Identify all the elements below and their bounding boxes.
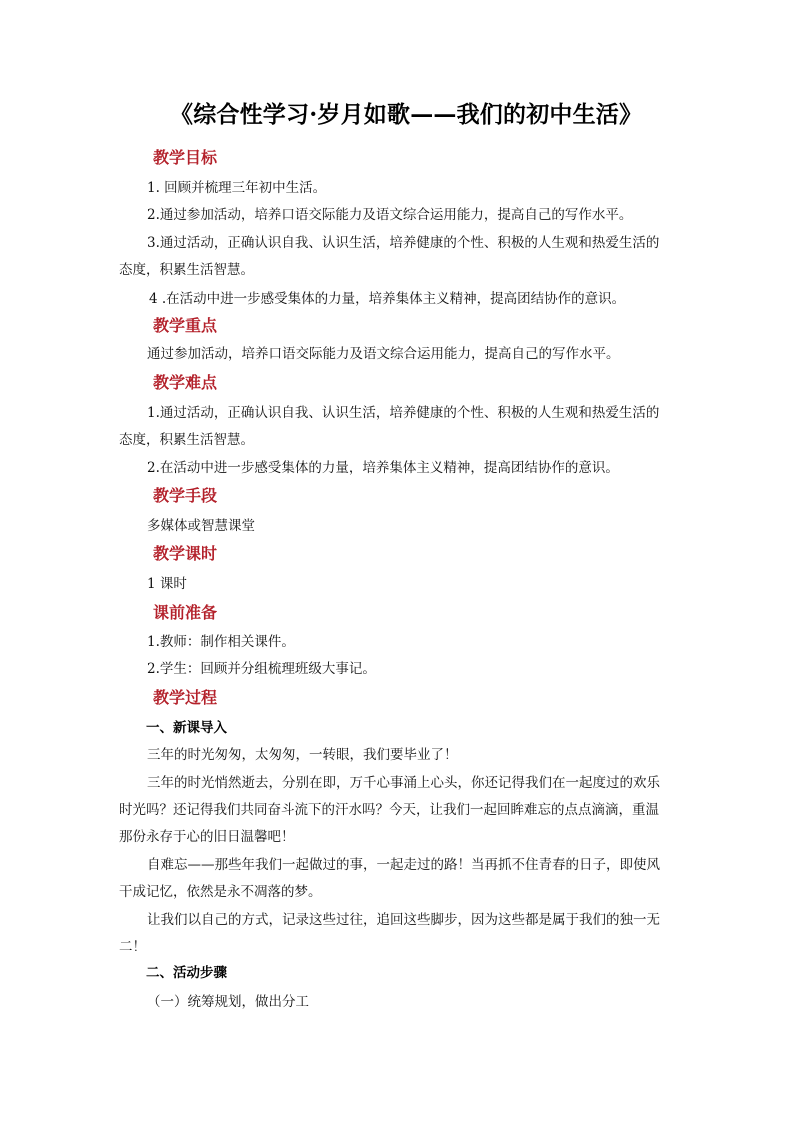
paragraph-line: 干成记忆，依然是永不凋落的梦。 bbox=[119, 884, 322, 900]
heading-teaching-means: 教学手段 bbox=[153, 486, 218, 505]
paragraph-line: 三年的时光悄然逝去，分别在即，万千心事涌上心头，你还记得我们在一起度过的欢乐 bbox=[147, 775, 660, 791]
goal-line: 2.通过参加活动，培养口语交际能力及语文综合运用能力，提高自己的写作水平。 bbox=[147, 207, 633, 223]
paragraph-line: 让我们以自己的方式，记录这些过往，追回这些脚步，因为这些都是属于我们的独一无 bbox=[147, 912, 660, 928]
goal-line: 4 .在活动中进一步感受集体的力量，培养集体主义精神，提高团结协作的意识。 bbox=[149, 291, 626, 307]
section-heading: 二、活动步骤 bbox=[146, 965, 227, 981]
difficult-line: 1.通过活动，正确认识自我、认识生活，培养健康的个性、积极的人生观和热爱生活的 bbox=[147, 405, 660, 421]
heading-class-hours: 教学课时 bbox=[153, 544, 218, 563]
key-line: 通过参加活动，培养口语交际能力及语文综合运用能力，提高自己的写作水平。 bbox=[147, 346, 620, 362]
means-text: 多媒体或智慧课堂 bbox=[147, 518, 255, 534]
difficult-line: 2.在活动中进一步感受集体的力量，培养集体主义精神，提高团结协作的意识。 bbox=[147, 460, 619, 476]
heading-preparation: 课前准备 bbox=[153, 603, 218, 622]
goal-line: 1. 回顾并梳理三年初中生活。 bbox=[147, 180, 327, 196]
heading-teaching-key: 教学重点 bbox=[153, 316, 218, 335]
paragraph-line: 二！ bbox=[119, 939, 146, 955]
difficult-line: 态度，积累生活智慧。 bbox=[119, 432, 254, 448]
section-heading: 一、新课导入 bbox=[146, 720, 227, 736]
step-line: （一）统筹规划，做出分工 bbox=[147, 994, 309, 1010]
heading-teaching-goals: 教学目标 bbox=[153, 148, 218, 167]
hours-text: 1 课时 bbox=[147, 576, 187, 592]
paragraph-line: 那份永存于心的旧日温馨吧！ bbox=[119, 829, 295, 845]
paragraph-line: 三年的时光匆匆，太匆匆，一转眼，我们要毕业了！ bbox=[147, 747, 458, 763]
paragraph-line: 时光吗？还记得我们共同奋斗流下的汗水吗？今天，让我们一起回眸难忘的点点滴滴，重温 bbox=[119, 802, 659, 818]
prep-line: 1.教师：制作相关课件。 bbox=[147, 634, 295, 650]
heading-teaching-process: 教学过程 bbox=[153, 688, 218, 707]
goal-line: 3.通过活动，正确认识自我、认识生活，培养健康的个性、积极的人生观和热爱生活的 bbox=[147, 235, 660, 251]
heading-teaching-difficult: 教学难点 bbox=[153, 373, 218, 392]
paragraph-line: 自难忘——那些年我们一起做过的事，一起走过的路！当再抓不住青春的日子，即使风 bbox=[147, 857, 660, 873]
prep-line: 2.学生：回顾并分组梳理班级大事记。 bbox=[147, 661, 376, 677]
goal-line: 态度，积累生活智慧。 bbox=[119, 262, 254, 278]
document-title: 《综合性学习·岁月如歌——我们的初中生活》 bbox=[170, 101, 643, 128]
